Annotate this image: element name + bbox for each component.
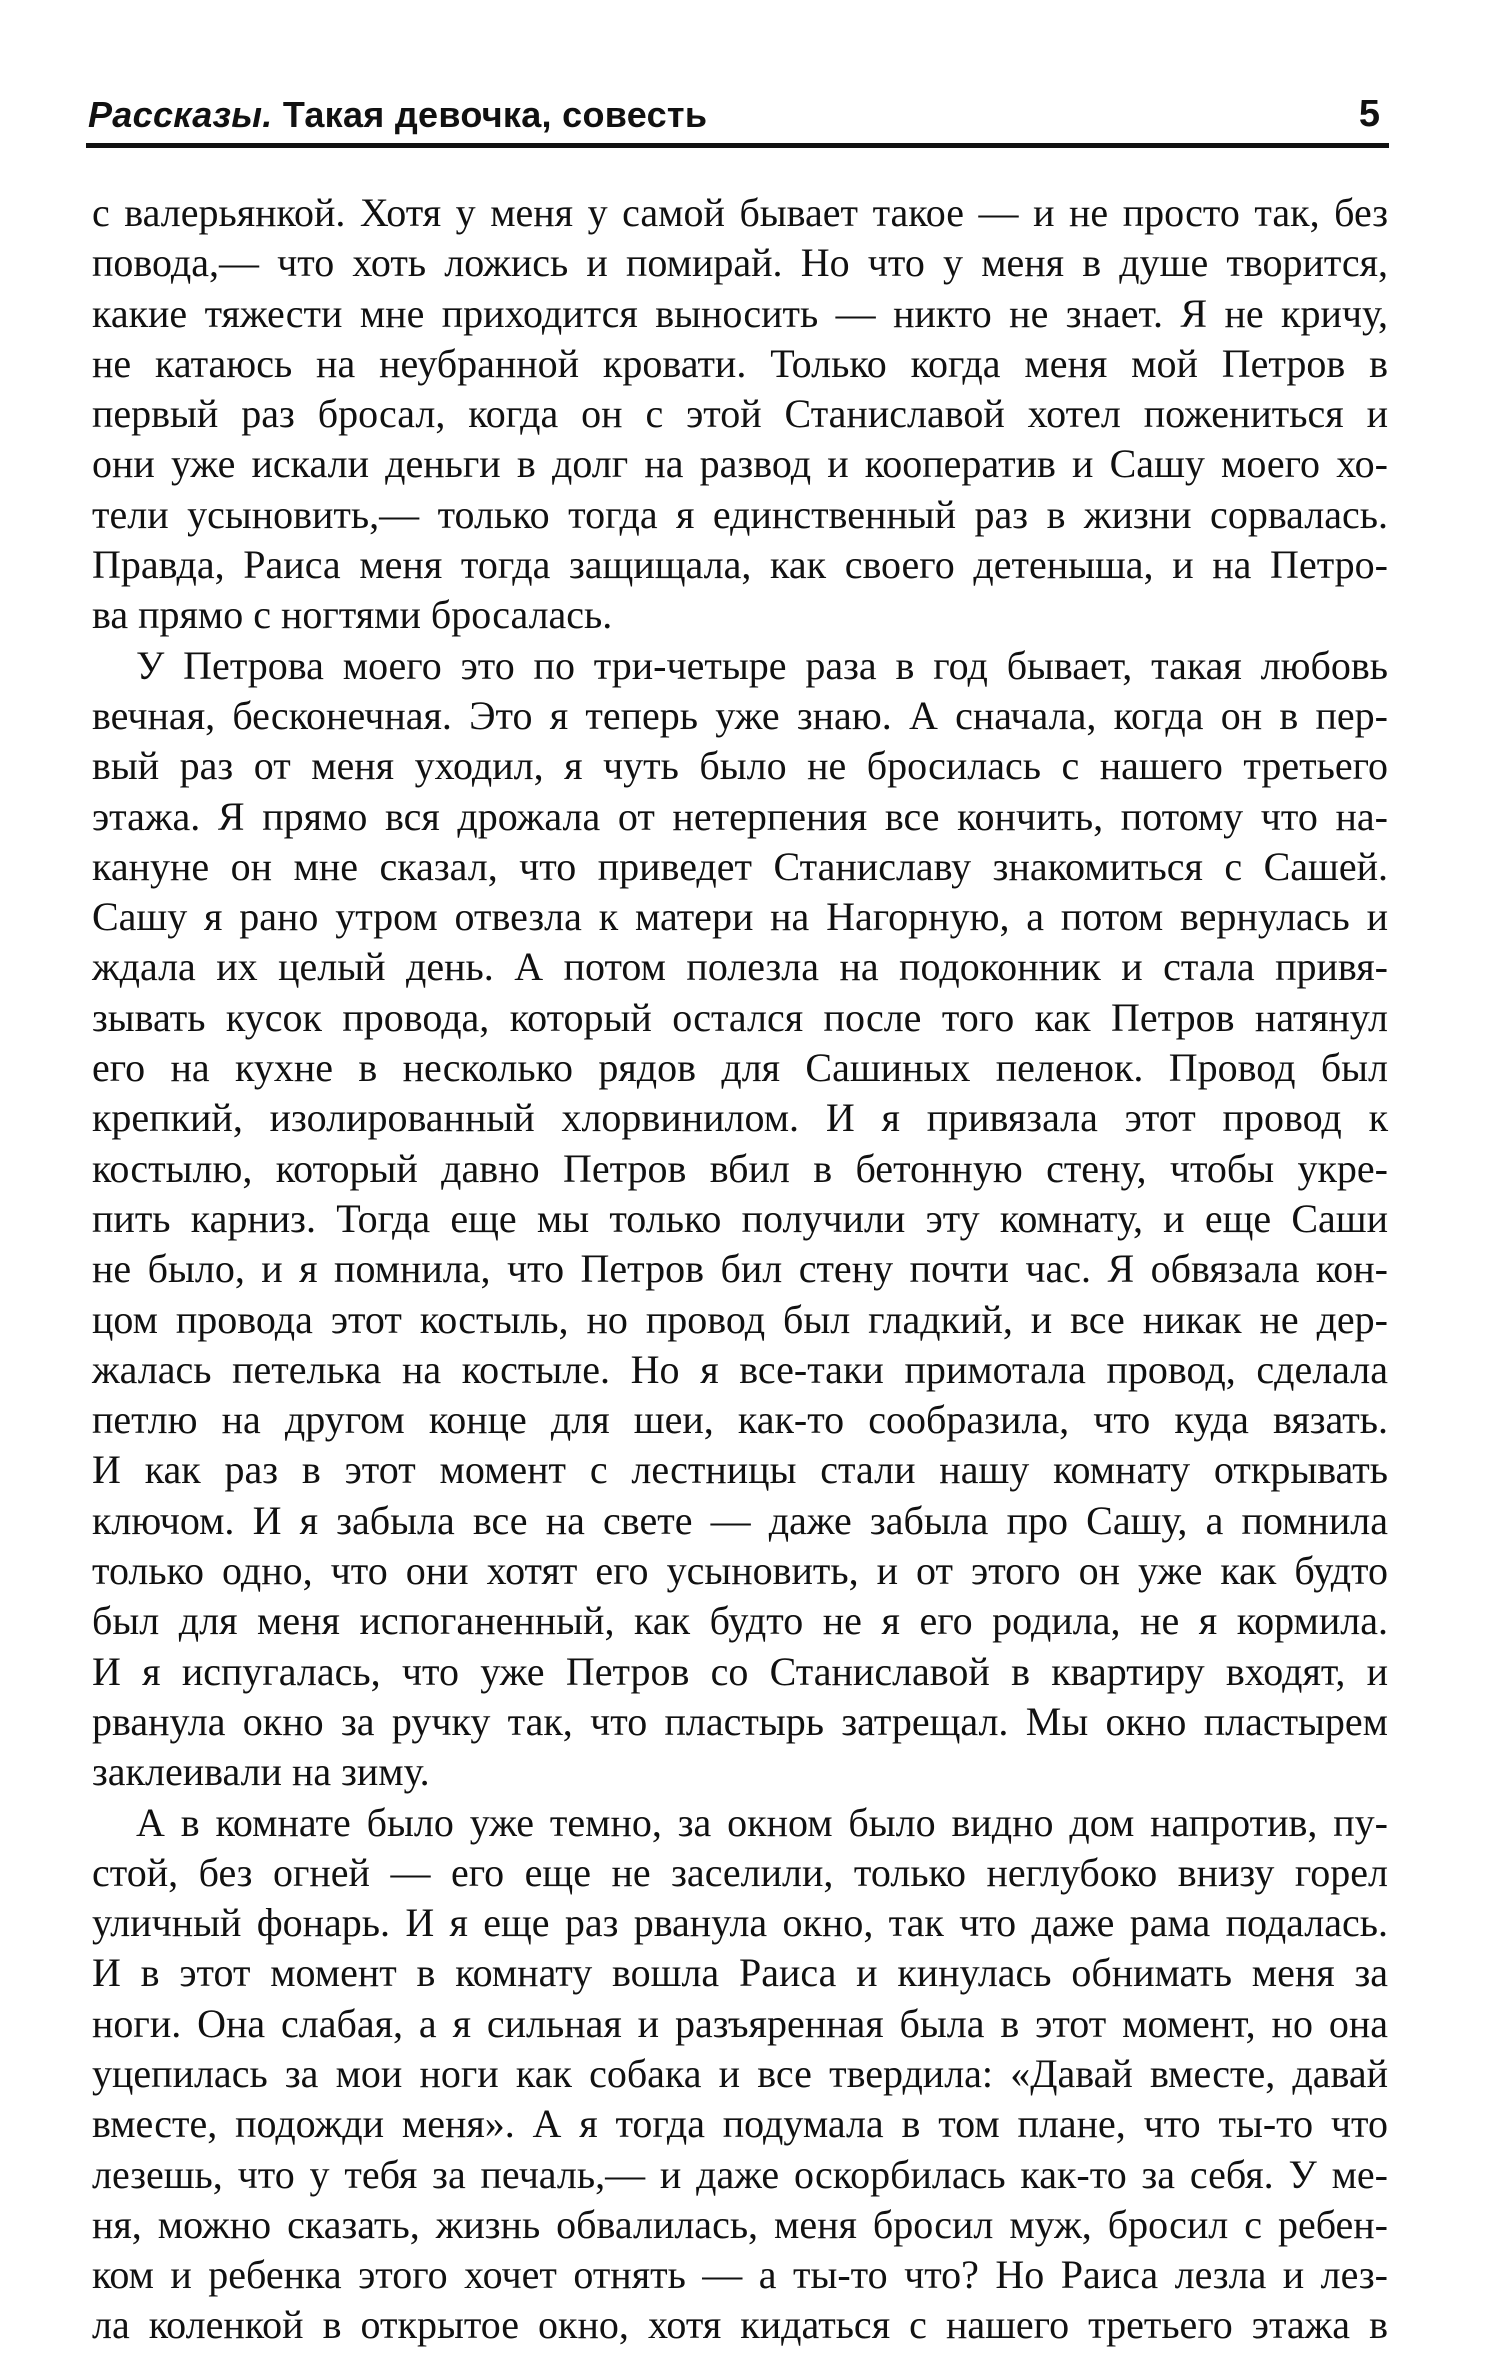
text-line: вместе, подожди меня». А я тогда подумала в том плане, что ты-то что [92, 2101, 1388, 2147]
text-line: И как раз в этот момент с лестницы стали нашу комнату открывать [92, 1447, 1388, 1493]
text-line: лезешь, что у тебя за печаль,— и даже оскорбилась как-то за себя. У ме- [92, 2151, 1388, 2197]
text-line: кануне он мне сказал, что приведет Станиславу знакомиться с Сашей. [92, 843, 1388, 889]
text-line: не было, и я помнила, что Петров бил стену почти час. Я обвязала кон- [92, 1246, 1388, 1292]
text-line: Правда, Раиса меня тогда защищала, как своего детеныша, и на Петро- [92, 542, 1388, 588]
text-line: цом провода этот костыль, но провод был гладкий, и все никак не дер- [92, 1296, 1388, 1342]
text-line: ком и ребенка этого хочет отнять — а ты-то что? Но Раиса лезла и лез- [92, 2252, 1388, 2298]
text-line: И в этот момент в комнату вошла Раиса и кинулась обнимать меня за [92, 1950, 1388, 1996]
text-line: ключом. И я забыла все на свете — даже забыла про Сашу, а помнила [92, 1497, 1388, 1543]
text-line: какие тяжести мне приходится выносить — никто не знает. Я не кричу, [92, 290, 1388, 336]
text-line: крепкий, изолированный хлорвинилом. И я привязала этот провод к [92, 1095, 1388, 1141]
text-line: первый раз бросал, когда он с этой Станиславой хотел пожениться и [92, 391, 1388, 437]
text-line: ва прямо с ногтями бросалась. [92, 592, 613, 638]
text-line: ла коленкой в открытое окно, хотя кидаться с нашего третьего этажа в [92, 2302, 1388, 2348]
text-line: ня, можно сказать, жизнь обвалилась, меня бросил муж, бросил с ребен- [92, 2201, 1388, 2247]
text-line: этажа. Я прямо вся дрожала от нетерпения все кончить, потому что на- [92, 793, 1388, 839]
text-line: уличный фонарь. И я еще раз рванула окно, так что даже рама подалась. [92, 1900, 1388, 1946]
paragraph [92, 641, 1388, 1798]
page-number: 5 [1358, 93, 1380, 135]
text-line: А в комнате было уже темно, за окном было видно дом напротив, пу- [136, 1799, 1388, 1845]
paragraph [92, 188, 1388, 641]
text-line: не катаюсь на неубранной кровати. Только когда меня мой Петров в [92, 340, 1388, 386]
text-line: рванула окно за ручку так, что пластырь затрещал. Мы окно пластырем [92, 1698, 1388, 1744]
text-line: ждала их целый день. А потом полезла на подоконник и стала привя- [92, 944, 1388, 990]
text-line: зывать кусок провода, который остался после того как Петров натянул [92, 994, 1388, 1040]
text-line: У Петрова моего это по три-четыре раза в год бывает, такая любовь [136, 642, 1388, 688]
text-line: вечная, бесконечная. Это я теперь уже знаю. А сначала, когда он в пер- [92, 692, 1388, 738]
header-series: Рассказы. [88, 94, 273, 135]
text-line: стой, без огней — его еще не заселили, только неглубоко внизу горел [92, 1849, 1388, 1895]
text-line: пить карниз. Тогда еще мы только получили эту комнату, и еще Саши [92, 1195, 1388, 1241]
text-line: И я испугалась, что уже Петров со Станиславой в квартиру входят, и [92, 1648, 1388, 1694]
text-line: повода,— что хоть ложись и помирай. Но что у меня в душе творится, [92, 240, 1388, 286]
text-line: петлю на другом конце для шеи, как-то сообразила, что куда вязать. [92, 1397, 1388, 1443]
text-line: Сашу я рано утром отвезла к матери на Нагорную, а потом вернулась и [92, 894, 1388, 940]
text-line: был для меня испоганенный, как будто не я его родила, не я кормила. [92, 1598, 1388, 1644]
paragraph [92, 1798, 1388, 2351]
text-line: жалась петелька на костыле. Но я все-таки примотала провод, сделала [92, 1346, 1388, 1392]
text-line: его на кухне в несколько рядов для Сашиных пеленок. Провод был [92, 1045, 1388, 1091]
text-line: они уже искали деньги в долг на развод и кооператив и Сашу моего хо- [92, 441, 1388, 487]
text-line: тели усыновить,— только тогда я единственный раз в жизни сорвалась. [92, 491, 1388, 537]
body-text [92, 188, 1388, 2351]
text-line: с валерьянкой. Хотя у меня у самой бывает такое — и не просто так, без [92, 190, 1388, 235]
header-title-group [88, 94, 707, 136]
text-line: костылю, который давно Петров вбил в бетонную стену, чтобы укре- [92, 1145, 1388, 1191]
running-header [88, 72, 1388, 136]
header-title: Такая девочка, совесть [282, 94, 708, 135]
text-line: заклеивали на зиму. [92, 1749, 430, 1795]
text-line: вый раз от меня уходил, я чуть было не бросилась с нашего третьего [92, 743, 1388, 789]
text-line: только одно, что они хотят его усыновить, и от этого он уже как будто [92, 1548, 1388, 1594]
text-line: ноги. Она слабая, а я сильная и разъяренная была в этот момент, но она [92, 2000, 1388, 2046]
text-line: уцепилась за мои ноги как собака и все твердила: «Давай вместе, давай [92, 2050, 1388, 2096]
header-rule [86, 143, 1389, 148]
